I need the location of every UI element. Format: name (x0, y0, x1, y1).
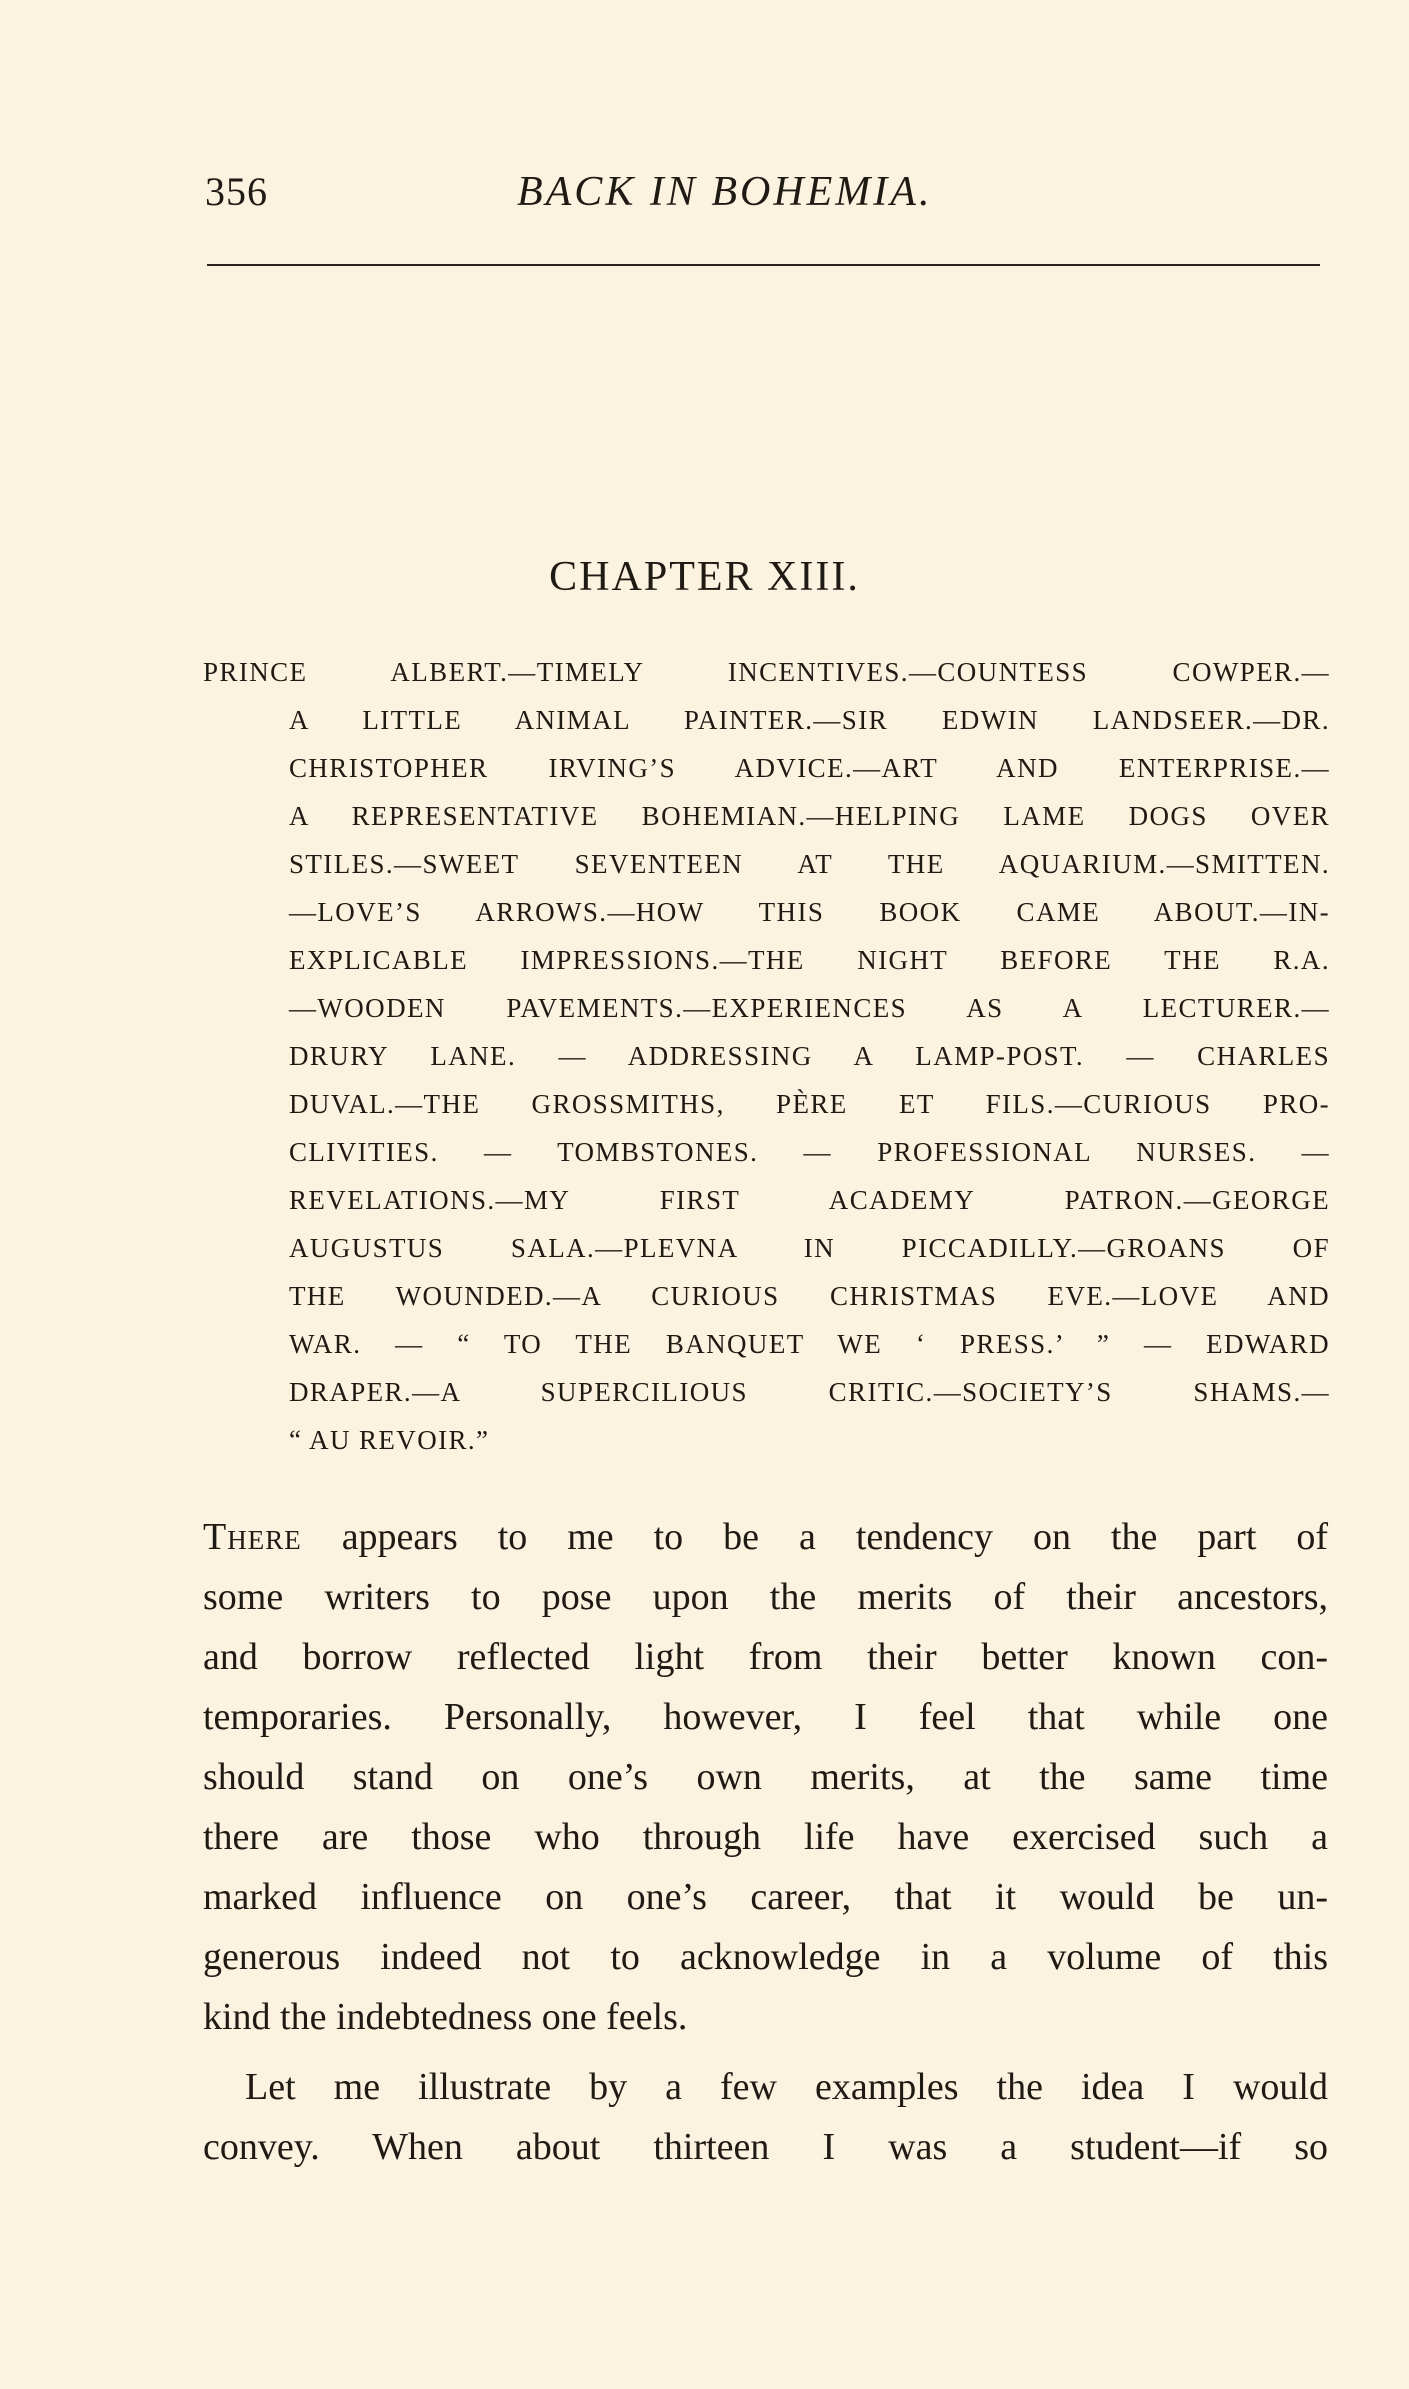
contents-line: DUVAL.—THE GROSSMITHS, PÈRE ET FILS.—CURIOUS PRO- (289, 1089, 1330, 1119)
contents-line: —LOVE’S ARROWS.—HOW THIS BOOK CAME ABOUT.—IN- (289, 897, 1330, 927)
contents-line: A LITTLE ANIMAL PAINTER.—SIR EDWIN LANDSEER.—DR. (289, 705, 1330, 735)
contents-line: —WOODEN PAVEMENTS.—EXPERIENCES AS A LECTURER.— (289, 993, 1330, 1023)
body-line (203, 1507, 1328, 1567)
contents-line: A REPRESENTATIVE BOHEMIAN.—HELPING LAME DOGS OVER (289, 801, 1330, 831)
contents-line: DRURY LANE. — ADDRESSING A LAMP-POST. — CHARLES (289, 1041, 1330, 1071)
contents-line: DRAPER.—A SUPERCILIOUS CRITIC.—SOCIETY’S SHAMS.— (289, 1377, 1330, 1407)
contents-line: WAR. — “ TO THE BANQUET WE ‘ PRESS.’ ” — EDWARD (289, 1329, 1330, 1359)
contents-line: REVELATIONS.—MY FIRST ACADEMY PATRON.—GEORGE (289, 1185, 1330, 1215)
body-line: Let me illustrate by a few examples the idea I would (245, 2066, 1328, 2108)
body-line: some writers to pose upon the merits of their ancestors, (203, 1576, 1328, 1618)
chapter-heading: CHAPTER XIII. (549, 554, 860, 600)
body-line: marked influence on one’s career, that it would be un- (203, 1876, 1328, 1918)
contents-line: “ AU REVOIR.” (289, 1425, 490, 1455)
body-line: and borrow reflected light from their better known con- (203, 1636, 1328, 1678)
contents-line: CLIVITIES. — TOMBSTONES. — PROFESSIONAL NURSES. — (289, 1137, 1330, 1167)
contents-line: CHRISTOPHER IRVING’S ADVICE.—ART AND ENTERPRISE.— (289, 753, 1330, 783)
running-head (205, 168, 1325, 228)
header-rule (207, 264, 1320, 266)
running-title: BACK IN BOHEMIA. (517, 169, 933, 215)
page-number: 356 (205, 169, 268, 214)
contents-line: AUGUSTUS SALA.—PLEVNA IN PICCADILLY.—GROANS OF (289, 1233, 1330, 1263)
body-line: there are those who through life have exercised such a (203, 1816, 1328, 1858)
body-line: kind the indebtedness one feels. (203, 1996, 688, 2038)
body-line: temporaries. Personally, however, I feel that while one (203, 1696, 1328, 1738)
contents-line: PRINCE ALBERT.—TIMELY INCENTIVES.—COUNTESS COWPER.— (203, 657, 1330, 687)
body-text (203, 1507, 1328, 2177)
drop-word: There (203, 1516, 302, 1558)
body-line: convey. When about thirteen I was a student—if so (203, 2126, 1328, 2168)
contents-line: EXPLICABLE IMPRESSIONS.—THE NIGHT BEFORE THE R.A. (289, 945, 1330, 975)
body-line: generous indeed not to acknowledge in a volume of this (203, 1936, 1328, 1978)
body-line: should stand on one’s own merits, at the same time (203, 1756, 1328, 1798)
contents-line: THE WOUNDED.—A CURIOUS CHRISTMAS EVE.—LOVE AND (289, 1281, 1330, 1311)
chapter-contents (203, 648, 1330, 1464)
contents-line: STILES.—SWEET SEVENTEEN AT THE AQUARIUM.—SMITTEN. (289, 849, 1330, 879)
body-line-rest: appears to me to be a tendency on the part of (301, 1516, 1328, 1558)
